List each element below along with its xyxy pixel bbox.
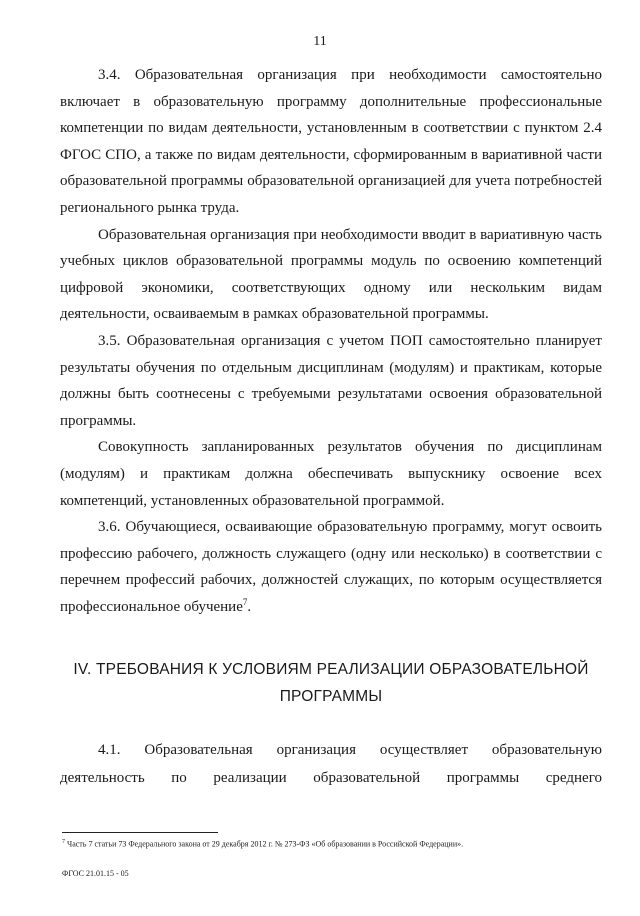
section-heading <box>60 656 602 710</box>
document-code: ФГОС 21.01.15 - 05 <box>62 869 129 878</box>
paragraph-3-5: 3.5. Образовательная организация с учетом ПОП самостоятельно планирует результаты обучения по отдельным дисциплинам (модулям) и практикам, которые должны быть соотнесены с требуемыми результатами освоения образовательной программы. <box>60 332 602 429</box>
paragraph-3-6: 3.6. Обучающиеся, осваивающие образовательную программу, могут освоить профессию рабочего, должность служащего (одну или несколько) в соответствии с перечнем профессий рабочих, должностей служащих, по которым осуществляется профессиональное обучение <box>60 519 602 615</box>
section-heading-line-2: ПРОГРАММЫ <box>279 688 383 705</box>
body-text <box>60 62 602 620</box>
section-heading-line-1: IV. ТРЕБОВАНИЯ К УСЛОВИЯМ РЕАЛИЗАЦИИ ОБРАЗОВАТЕЛЬНОЙ <box>73 661 589 678</box>
footnote-divider <box>62 832 218 833</box>
footnote-number: 7 <box>62 839 65 845</box>
paragraph-4-1: 4.1. Образовательная организация осуществляет образовательную деятельность по реализации образовательной программы среднего <box>60 742 602 786</box>
footnote-reference: 7 <box>242 596 248 607</box>
footnote-text: Часть 7 статьи 73 Федерального закона от 29 декабря 2012 г. № 273-ФЗ «Об образовании в Российской Федерации». <box>67 839 464 849</box>
paragraph-learning-results: Совокупность запланированных результатов обучения по дисциплинам (модулям) и практикам должна обеспечивать выпускнику освоение всех компетенций, установленных образовательной программой. <box>60 439 602 509</box>
page-number: 11 <box>313 34 327 49</box>
paragraph-3-6-container: 3.6. Обучающиеся, осваивающие образовательную программу, могут освоить профессию рабочего, должность служащего (одну или несколько) в соответствии с перечнем профессий рабочих, должностей служащих, по которым осуществляется профессиональное обучение$^7$. <box>60 519 602 615</box>
section-4-body <box>60 736 602 792</box>
footnote <box>62 837 602 850</box>
paragraph-3-4: 3.4. Образовательная организация при необходимости самостоятельно включает в образовательную программу дополнительные профессиональные компетенции по видам деятельности, установленным в соответствии с пунктом 2.4 ФГОС СПО, а также по видам деятельности, сформированным в вариативной части образовательной программы образовательной организацией для учета потребностей регионального рынка труда. <box>60 67 602 216</box>
paragraph-digital-economy: Образовательная организация при необходимости вводит в вариативную часть учебных циклов образовательной программы модуль по освоению компетенций цифровой экономики, соответствующих одному или нескольким видам деятельности, осваиваемым в рамках образовательной программы. <box>60 226 602 323</box>
